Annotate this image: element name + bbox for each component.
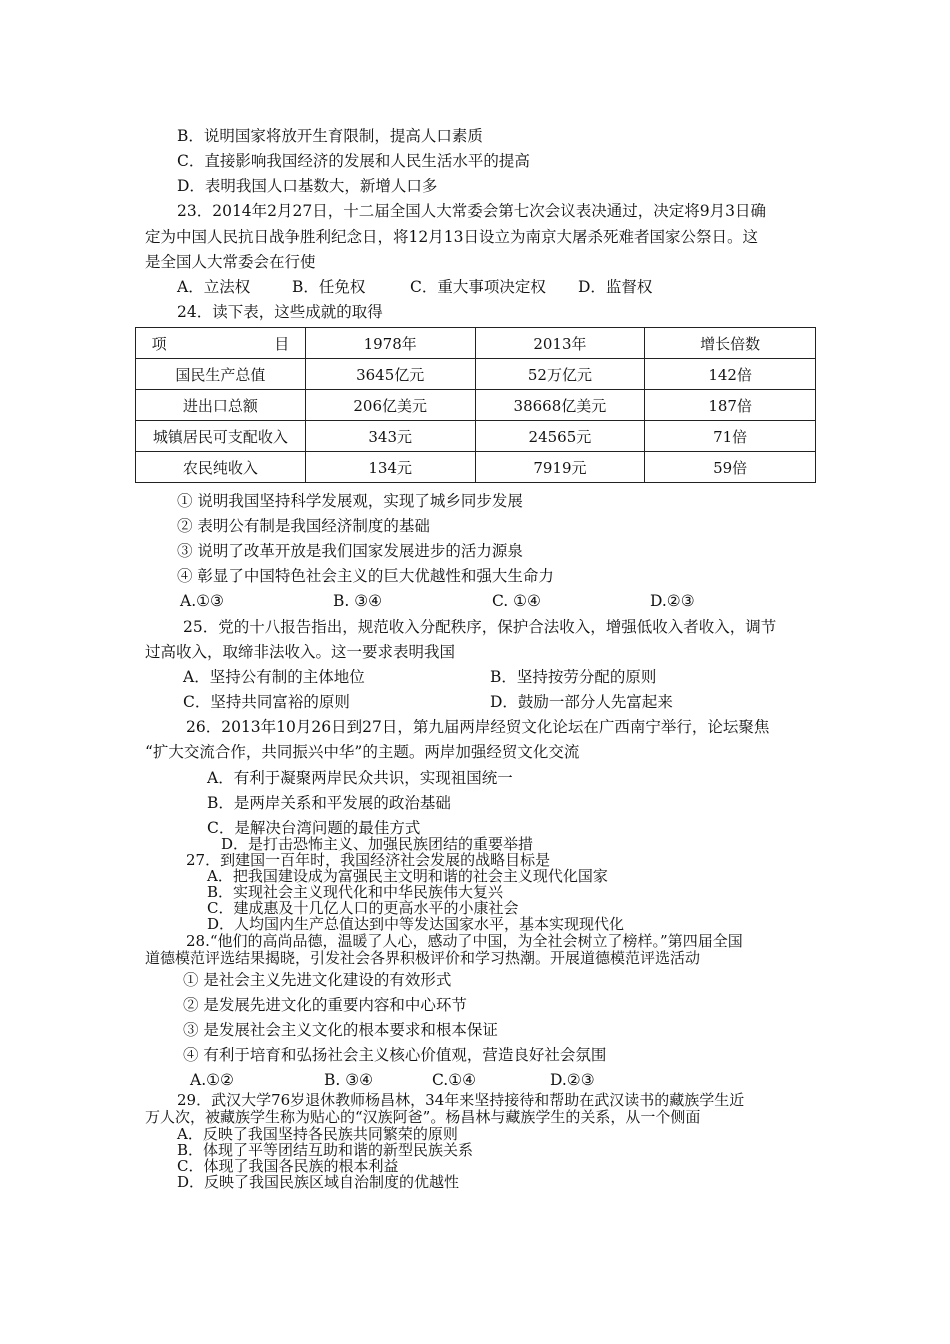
q26-stem-line2: “扩大交流合作，共同振兴中华”的主题。两岸加强经贸文化交流 — [145, 743, 580, 761]
q29-option-b: B．体现了平等团结互助和谐的新型民族关系 — [177, 1141, 474, 1159]
q28-statement-1: ① 是社会主义先进文化建设的有效形式 — [183, 971, 452, 989]
table-row — [136, 390, 816, 421]
q22-option-d: D．表明我国人口基数大，新增人口多 — [177, 177, 438, 195]
table-cell: 59倍 — [645, 452, 816, 483]
q24-option-d: D.②③ — [650, 592, 695, 610]
table-header-cell: 1978年 — [305, 328, 475, 359]
q28-option-d: D.②③ — [550, 1071, 595, 1089]
q29-stem-line2: 万人次，被藏族学生称为贴心的“汉族阿爸”。杨昌林与藏族学生的关系，从一个侧面 — [145, 1108, 701, 1126]
q26-option-d: D．是打击恐怖主义、加强民族团结的重要举措 — [221, 835, 534, 853]
table-header-cell: 增长倍数 — [645, 328, 816, 359]
q27-stem: 27．到建国一百年时，我国经济社会发展的战略目标是 — [186, 851, 551, 869]
table-cell: 38668亿美元 — [475, 390, 645, 421]
q29-option-c: C．体现了我国各民族的根本利益 — [177, 1157, 399, 1175]
q28-stem-line1: 28.“他们的高尚品德，温暖了人心，感动了中国，为全社会树立了榜样。”第四届全国 — [186, 932, 743, 950]
q24-statement-2: ② 表明公有制是我国经济制度的基础 — [177, 517, 430, 535]
table-row — [136, 359, 816, 390]
q25-option-d: D．鼓励一部分人先富起来 — [490, 693, 673, 711]
q24-data-table — [135, 327, 816, 483]
q28-option-b: B. ③④ — [324, 1071, 374, 1089]
table-cell: 71倍 — [645, 421, 816, 452]
q25-option-c: C．坚持共同富裕的原则 — [183, 693, 350, 711]
q29-stem-line1: 29．武汉大学76岁退休教师杨昌林，34年来坚持接待和帮助在武汉读书的藏族学生近 — [177, 1091, 745, 1109]
q28-statement-4: ④ 有利于培育和弘扬社会主义核心价值观，营造良好社会氛围 — [183, 1046, 607, 1064]
q25-option-a: A．坚持公有制的主体地位 — [183, 668, 365, 686]
table-cell: 24565元 — [475, 421, 645, 452]
q23-option-b: B．任免权 — [292, 278, 366, 296]
table-cell: 城镇居民可支配收入 — [136, 421, 306, 452]
q23-option-d: D．监督权 — [578, 278, 653, 296]
q28-statement-2: ② 是发展先进文化的重要内容和中心环节 — [183, 996, 467, 1014]
q27-option-c: C．建成惠及十几亿人口的更高水平的小康社会 — [207, 899, 519, 917]
q28-option-a: A.①② — [190, 1071, 234, 1089]
q24-statement-3: ③ 说明了改革开放是我们国家发展进步的活力源泉 — [177, 542, 523, 560]
q23-stem-line3: 是全国人大常委会在行使 — [145, 253, 316, 271]
q23-stem-line1: 23．2014年2月27日，十二届全国人大常委会第七次会议表决通过，决定将9月3日确 — [177, 202, 766, 220]
table-header-cell: 2013年 — [475, 328, 645, 359]
table-cell: 农民纯收入 — [136, 452, 306, 483]
q24-option-c: C. ①④ — [492, 592, 541, 610]
table-cell: 134元 — [305, 452, 475, 483]
q24-stem: 24．读下表，这些成就的取得 — [177, 303, 383, 321]
q28-option-c: C.①④ — [432, 1071, 477, 1089]
q24-option-b: B. ③④ — [333, 592, 383, 610]
table-row — [136, 421, 816, 452]
q22-option-b: B．说明国家将放开生育限制，提高人口素质 — [177, 127, 483, 145]
q29-option-a: A．反映了我国坚持各民族共同繁荣的原则 — [177, 1125, 458, 1143]
q27-option-a: A．把我国建设成为富强民主文明和谐的社会主义现代化国家 — [207, 867, 608, 885]
table-cell: 国民生产总值 — [136, 359, 306, 390]
table-header-item — [136, 328, 306, 359]
table-header-row — [136, 328, 816, 359]
q23-option-a: A．立法权 — [177, 278, 251, 296]
table-cell: 进出口总额 — [136, 390, 306, 421]
q26-stem-line1: 26．2013年10月26日到27日，第九届两岸经贸文化论坛在广西南宁举行，论坛聚焦 — [186, 718, 770, 736]
q29-option-d: D．反映了我国民族区域自治制度的优越性 — [177, 1173, 460, 1191]
q24-option-a: A.①③ — [180, 592, 224, 610]
table-cell: 52万亿元 — [475, 359, 645, 390]
q28-stem-line2: 道德模范评选结果揭晓，引发社会各界积极评价和学习热潮。开展道德模范评选活动 — [145, 949, 701, 967]
table-row — [136, 452, 816, 483]
q28-statement-3: ③ 是发展社会主义文化的根本要求和根本保证 — [183, 1021, 498, 1039]
table-cell: 7919元 — [475, 452, 645, 483]
header-item-left: 项 — [151, 334, 167, 353]
q27-option-d: D．人均国内生产总值达到中等发达国家水平，基本实现现代化 — [207, 915, 625, 933]
q22-option-c: C．直接影响我国经济的发展和人民生活水平的提高 — [177, 152, 530, 170]
table-cell: 343元 — [305, 421, 475, 452]
q23-stem-line2: 定为中国人民抗日战争胜利纪念日，将12月13日设立为南京大屠杀死难者国家公祭日。这 — [145, 228, 758, 246]
table-cell: 206亿美元 — [305, 390, 475, 421]
q26-option-a: A．有利于凝聚两岸民众共识，实现祖国统一 — [207, 769, 513, 787]
header-item-right: 目 — [274, 334, 290, 353]
q23-option-c: C．重大事项决定权 — [410, 278, 546, 296]
q26-option-b: B．是两岸关系和平发展的政治基础 — [207, 794, 451, 812]
q25-option-b: B．坚持按劳分配的原则 — [490, 668, 657, 686]
q25-stem-line2: 过高收入，取缔非法收入。这一要求表明我国 — [145, 643, 456, 661]
q26-option-c: C．是解决台湾问题的最佳方式 — [207, 819, 421, 837]
table-cell: 187倍 — [645, 390, 816, 421]
q27-option-b: B．实现社会主义现代化和中华民族伟大复兴 — [207, 883, 504, 901]
table-cell: 142倍 — [645, 359, 816, 390]
table-cell: 3645亿元 — [305, 359, 475, 390]
q25-stem-line1: 25．党的十八报告指出，规范收入分配秩序，保护合法收入，增强低收入者收入，调节 — [183, 618, 777, 636]
q24-statement-4: ④ 彰显了中国特色社会主义的巨大优越性和强大生命力 — [177, 567, 554, 585]
q24-statement-1: ① 说明我国坚持科学发展观，实现了城乡同步发展 — [177, 492, 523, 510]
